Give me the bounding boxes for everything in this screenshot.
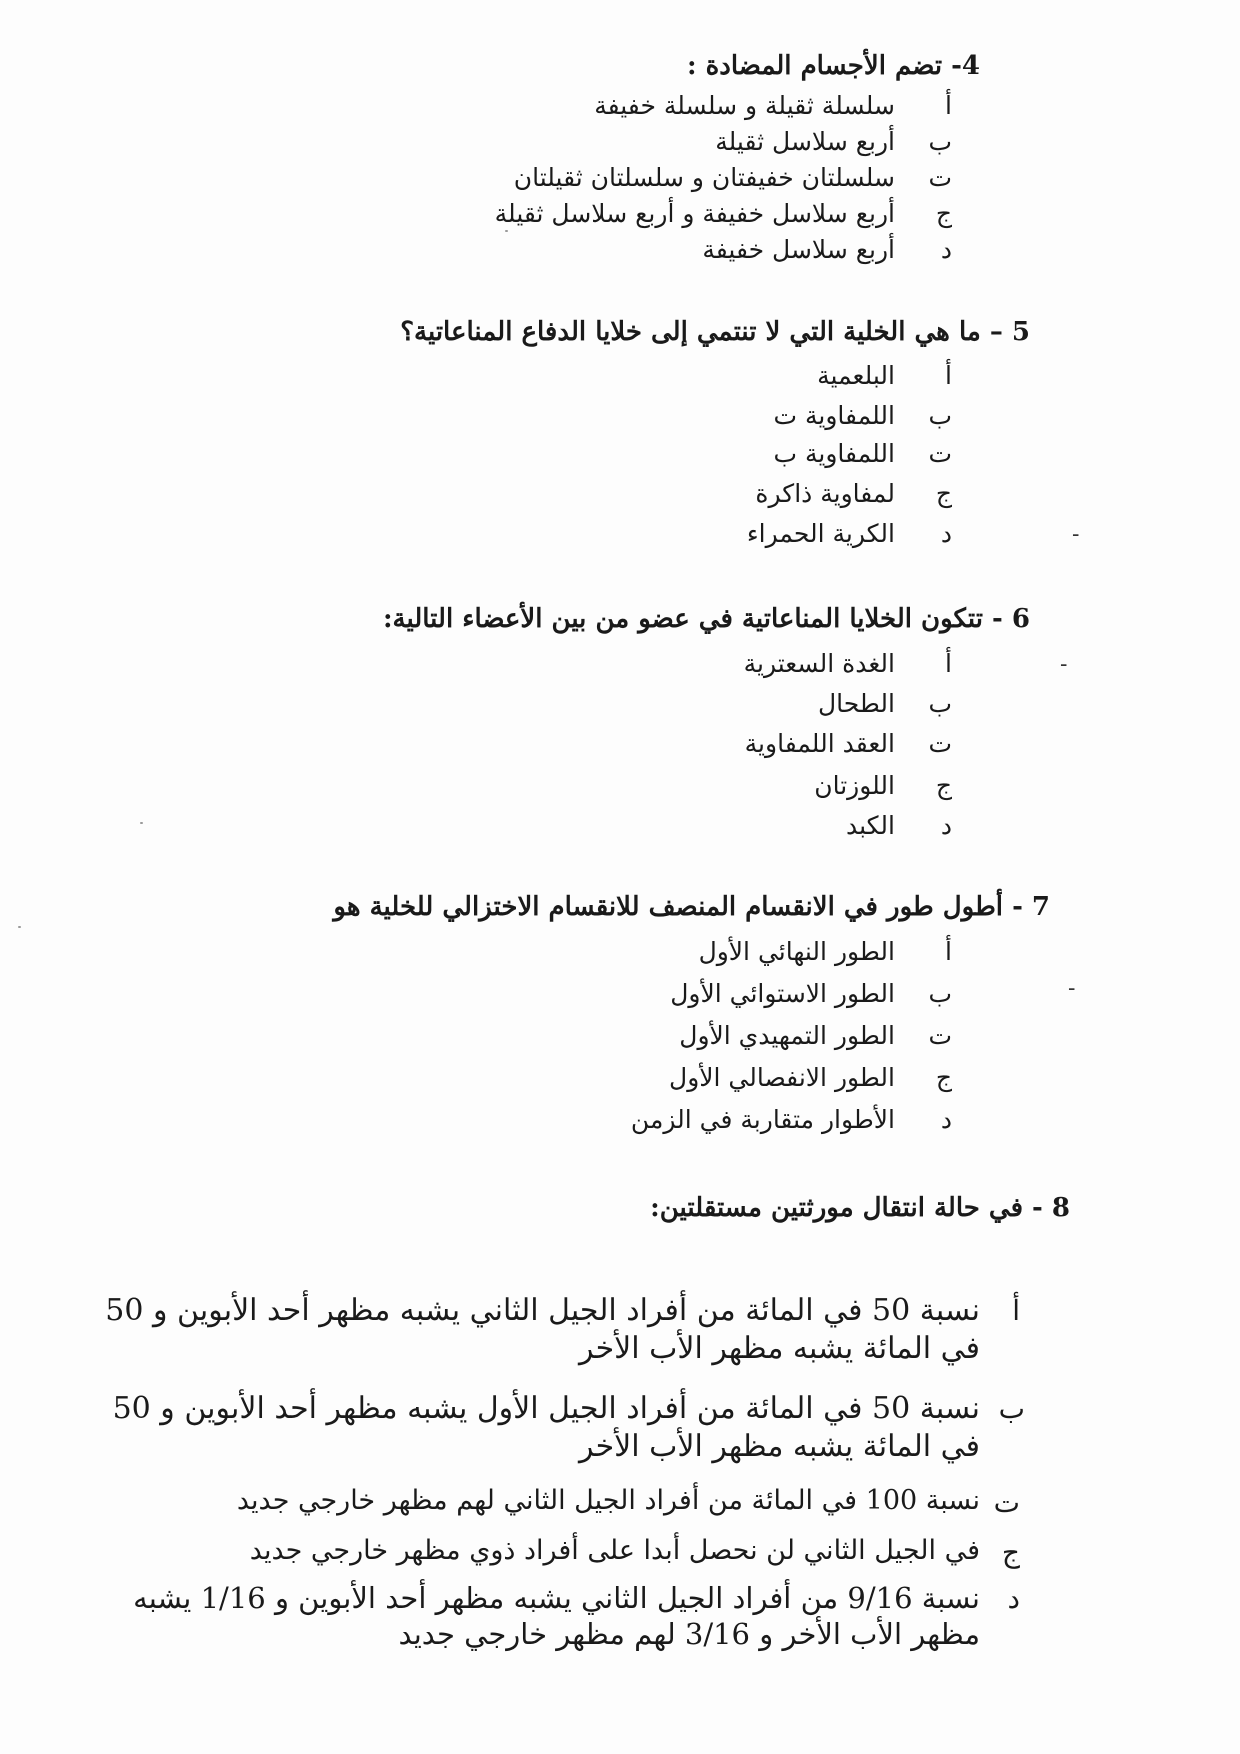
option-letter: د	[940, 811, 952, 840]
question-6-option-e: الكبد	[845, 811, 895, 840]
question-5-option-a: البلعمية	[817, 361, 895, 390]
option-letter: د	[1007, 1582, 1020, 1615]
question-4-option-d: أربع سلاسل خفيفة و أربع سلاسل ثقيلة	[494, 199, 895, 228]
option-letter: ج	[935, 199, 952, 228]
question-7-option-e: الأطوار متقاربة في الزمن	[630, 1105, 895, 1134]
question-5-option-b: اللمفاوية ت	[773, 401, 895, 430]
option-letter: ت	[928, 163, 952, 192]
question-4-option-c: سلسلتان خفيفتان و سلسلتان ثقيلتان	[513, 163, 895, 192]
question-8-option-d: في الجيل الثاني لن نحصل أبدا على أفراد ذوي مظهر خارجي جديد	[249, 1535, 980, 1566]
option-letter: د	[940, 519, 952, 548]
answer-tick-mark: ‐	[1072, 522, 1080, 547]
question-7-title: 7 - أطول طور في الانقسام المنصف للانقسام الاختزالي للخلية هو	[333, 892, 1050, 922]
question-7-option-c: الطور التمهيدي الأول	[679, 1021, 895, 1050]
option-letter: أ	[945, 361, 952, 390]
question-7-option-b: الطور الاستوائي الأول	[670, 979, 895, 1008]
option-letter: ج	[935, 771, 952, 800]
question-8-option-c: نسبة 100 في المائة من أفراد الجيل الثاني لهم مظهر خارجي جديد	[236, 1485, 980, 1516]
option-letter: ب	[928, 127, 952, 156]
question-8-title: 8 - في حالة انتقال مورثتين مستقلتين:	[650, 1193, 1070, 1223]
answer-tick-mark: ‐	[1068, 976, 1076, 1001]
scan-speck	[140, 822, 143, 824]
option-letter: ب	[928, 979, 952, 1008]
question-7-option-a: الطور النهائي الأول	[698, 937, 895, 966]
option-letter: أ	[945, 649, 952, 678]
question-7-option-d: الطور الانفصالي الأول	[669, 1063, 895, 1092]
question-6-option-a: الغدة السعترية	[743, 649, 895, 678]
question-6-option-c: العقد اللمفاوية	[744, 729, 895, 758]
question-6-option-b: الطحال	[818, 689, 895, 718]
question-4-option-b: أربع سلاسل ثقيلة	[715, 127, 895, 156]
question-8-option-a: نسبة 50 في المائة من أفراد الجيل الثاني يشبه مظهر أحد الأبوين و 50 في المائة يشبه مظهر الأب الأخر	[105, 1293, 980, 1366]
question-8-option-b: نسبة 50 في المائة من أفراد الجيل الأول يشبه مظهر أحد الأبوين و 50 في المائة يشبه مظهر الأب الأخر	[112, 1391, 980, 1464]
option-letter: أ	[945, 937, 952, 966]
option-letter: أ	[945, 91, 952, 120]
option-letter: د	[940, 1105, 952, 1134]
answer-tick-mark: ‐	[1060, 652, 1068, 677]
question-5-option-c: اللمفاوية ب	[773, 439, 895, 468]
option-letter: ب	[998, 1392, 1025, 1425]
question-6-title: 6 - تتكون الخلايا المناعاتية في عضو من بين الأعضاء التالية:	[382, 604, 1030, 634]
option-letter: ج	[935, 479, 952, 508]
question-5-option-d: لمفاوية ذاكرة	[755, 479, 895, 508]
option-letter: ت	[993, 1486, 1020, 1519]
option-letter: د	[940, 235, 952, 264]
question-6-option-d: اللوزتان	[814, 771, 895, 800]
option-letter: ب	[928, 689, 952, 718]
question-5-title: 5 – ما هي الخلية التي لا تنتمي إلى خلايا الدفاع المناعاتية؟	[400, 317, 1030, 347]
question-4-title: 4- تضم الأجسام المضادة :	[687, 51, 980, 81]
question-4-option-a: سلسلة ثقيلة و سلسلة خفيفة	[594, 91, 895, 120]
scan-speck	[18, 926, 21, 928]
option-letter: ت	[928, 729, 952, 758]
option-letter: ت	[928, 1021, 952, 1050]
option-letter: ج	[935, 1063, 952, 1092]
question-5-option-e: الكرية الحمراء	[746, 519, 895, 548]
option-letter: ج	[1001, 1536, 1020, 1569]
question-4-option-e: أربع سلاسل خفيفة	[702, 235, 895, 264]
option-letter: ب	[928, 401, 952, 430]
scan-speck	[505, 230, 508, 232]
option-letter: ت	[928, 439, 952, 468]
question-8-option-e: نسبة 9/16 من أفراد الجيل الثاني يشبه مظهر أحد الأبوين و 1/16 يشبه مظهر الأب الأخر و 3/16 لهم مظهر خارجي جديد	[133, 1581, 980, 1652]
option-letter: أ	[1012, 1294, 1020, 1327]
